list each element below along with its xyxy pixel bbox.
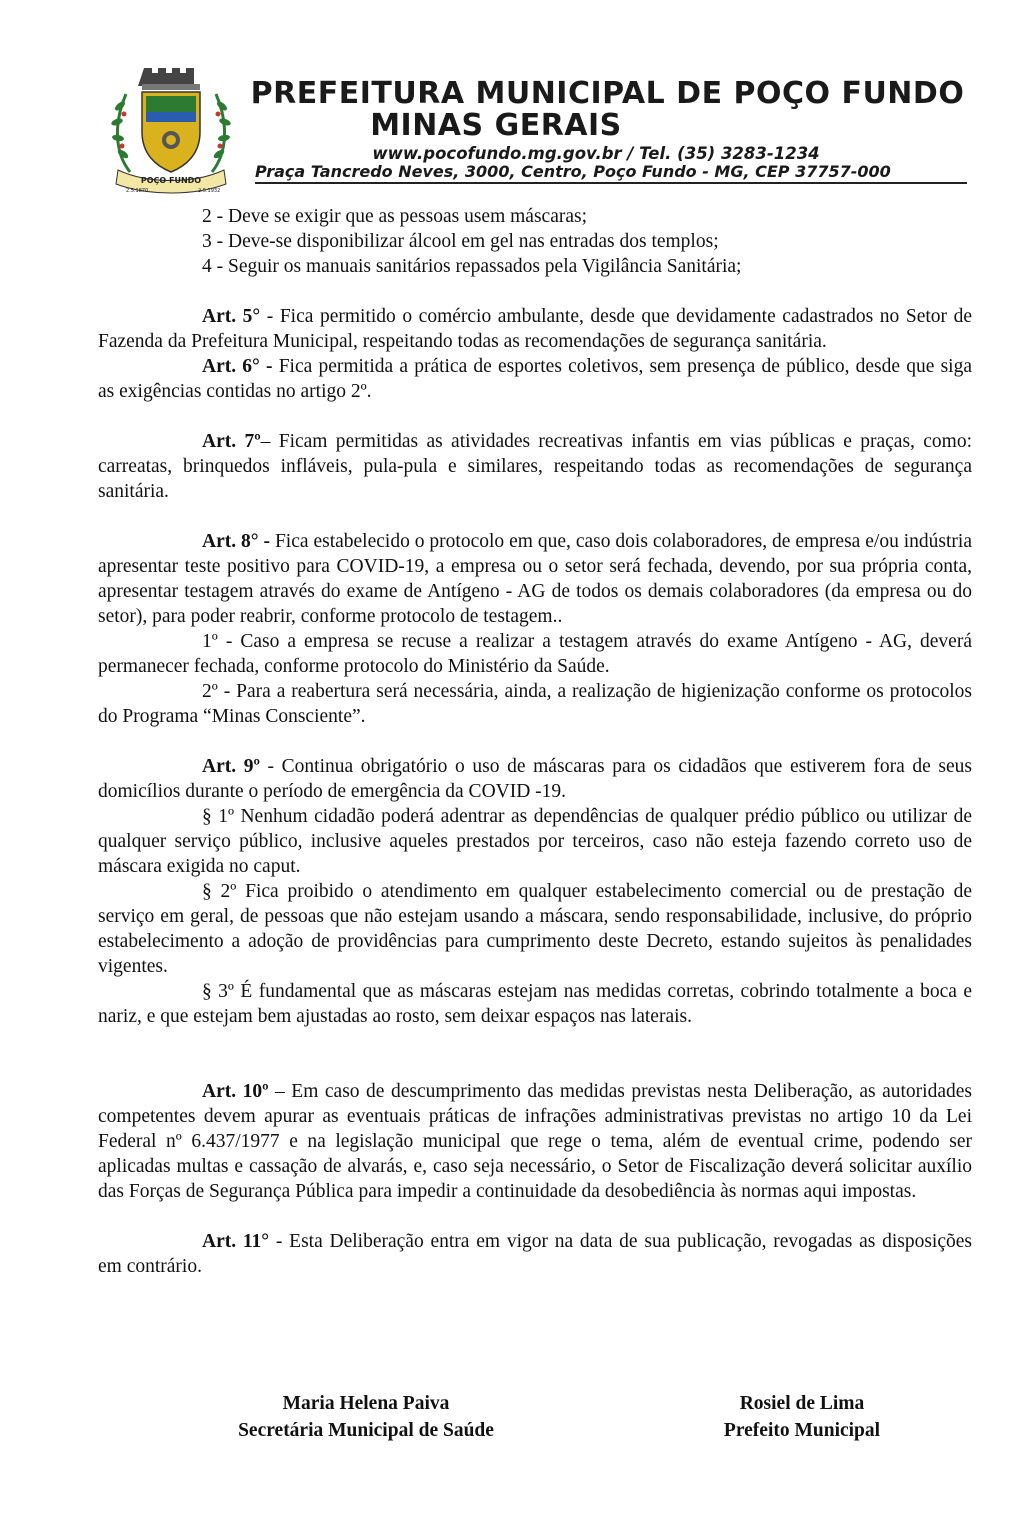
crest-date-left: 2.5.1870	[126, 188, 149, 194]
article-text: Fica estabelecido o protocolo em que, caso dois colaboradores, de empresa e/ou indústria apresentar teste positivo para COVID-19, a empresa ou o setor será fechada, devendo, por sua própria conta, apresentar testagem através do exame de Antígeno - AG de todos os demais colaboradores (da empresa ou do setor), para poder reabrir, conforme protocolo de testagem..	[98, 531, 972, 627]
crest-date-right: 2.5.1932	[198, 188, 221, 194]
signature-name: Rosiel de Lima	[739, 1393, 865, 1414]
article-6	[98, 354, 972, 404]
article-label: Art. 11°	[202, 1231, 270, 1252]
article-label: Art. 9º	[202, 756, 260, 777]
article-text: - Fica permitido o comércio ambulante, desde que devidamente cadastrados no Setor de Fazenda da Prefeitura Municipal, respeitando todas as recomendações de segurança sanitária.	[98, 306, 972, 352]
article-text: – Ficam permitidas as atividades recreativas infantis em vias públicas e praças, como: carreatas, brinquedos infláveis, pula-pula e similares, respeitando todas as recomendações de segurança sanitária.	[98, 431, 972, 502]
header-address: Praça Tancredo Neves, 3000, Centro, Poço Fundo - MG, CEP 37757-000	[255, 162, 967, 184]
article-11	[98, 1229, 972, 1279]
article-7	[98, 429, 972, 504]
signature-left	[196, 1390, 536, 1444]
coat-of-arms-logo	[108, 62, 234, 194]
list-item: 3 - Deve-se disponibilizar álcool em gel nas entradas dos templos;	[202, 231, 719, 252]
article-8-paragraph-1: 1º - Caso a empresa se recuse a realizar a testagem através do exame Antígeno - AG, deverá permanecer fechada, conforme protocolo do Ministério da Saúde.	[98, 631, 972, 677]
article-label: Art. 6° -	[202, 356, 273, 377]
article-text: Fica permitida a prática de esportes coletivos, sem presença de público, desde que siga as exigências contidas no artigo 2º.	[98, 356, 972, 402]
article-9	[98, 754, 972, 804]
article-text: - Continua obrigatório o uso de máscaras para os cidadãos que estiverem fora de seus domicílios durante o período de emergência da COVID -19.	[98, 756, 972, 802]
article-label: Art. 10º	[202, 1081, 269, 1102]
document-body	[98, 204, 972, 1279]
header-title-line1: PREFEITURA MUNICIPAL DE POÇO FUNDO	[250, 76, 965, 111]
article-9-paragraph-1: § 1º Nenhum cidadão poderá adentrar as dependências de qualquer prédio público ou utilizar de qualquer serviço público, inclusive aqueles prestados por terceiros, caso não esteja fazendo correto uso de máscara exigida no caput.	[98, 806, 972, 877]
signature-role: Prefeito Municipal	[723, 1420, 881, 1441]
signature-role: Secretária Municipal de Saúde	[238, 1420, 494, 1441]
article-9-paragraph-3: § 3º É fundamental que as máscaras estejam nas medidas corretas, cobrindo totalmente a boca e nariz, e que estejam bem ajustadas ao rosto, sem deixar espaços nas laterais.	[98, 981, 972, 1027]
list-item: 4 - Seguir os manuais sanitários repassados pela Vigilância Sanitária;	[202, 256, 742, 277]
article-text: - Esta Deliberação entra em vigor na data de sua publicação, revogadas as disposições em contrário.	[98, 1231, 972, 1277]
article-5	[98, 304, 972, 354]
article-text: – Em caso de descumprimento das medidas previstas nesta Deliberação, as autoridades competentes devem apurar as eventuais práticas de infrações administrativas previstas no artigo 10 da Lei Federal nº 6.437/1977 e na legislação municipal que rege o tema, além de eventual crime, podendo ser aplicadas multas e cassação de alvarás, e, caso seja necessário, o Setor de Fiscalização deverá solicitar auxílio das Forças de Segurança Pública para impedir a continuidade da desobediência às normas aqui impostas.	[98, 1081, 972, 1202]
article-8	[98, 529, 972, 629]
article-label: Art. 8° -	[202, 531, 271, 552]
header-website-phone: www.pocofundo.mg.gov.br / Tel. (35) 3283-1234	[372, 144, 820, 163]
header-title-line2: MINAS GERAIS	[370, 108, 622, 143]
signature-right	[680, 1390, 924, 1444]
signature-name: Maria Helena Paiva	[282, 1393, 450, 1414]
article-8-paragraph-2: 2º - Para a reabertura será necessária, ainda, a realização de higienização conforme os protocolos do Programa “Minas Consciente”.	[98, 681, 972, 727]
crest-banner-text: POÇO FUNDO	[140, 176, 202, 185]
article-10	[98, 1079, 972, 1204]
article-label: Art. 7º	[202, 431, 261, 452]
article-9-paragraph-2: § 2º Fica proibido o atendimento em qualquer estabelecimento comercial ou de prestação de serviço em geral, de pessoas que não estejam usando a máscara, sendo responsabilidade, inclusive, do próprio estabelecimento a adoção de providências para cumprimento deste Decreto, estando sujeitos às penalidades vigentes.	[98, 881, 972, 977]
list-item: 2 - Deve se exigir que as pessoas usem máscaras;	[202, 206, 588, 227]
article-label: Art. 5°	[202, 306, 261, 327]
